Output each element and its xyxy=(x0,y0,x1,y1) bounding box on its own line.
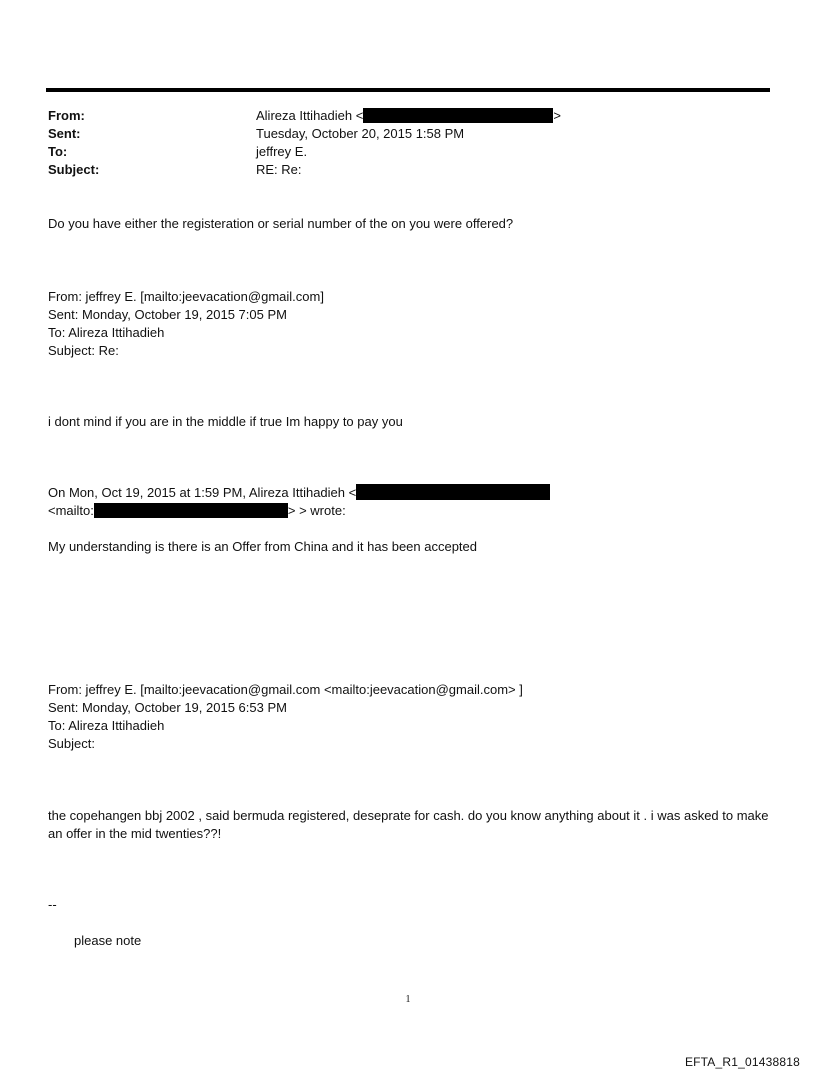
subject-label: Subject: xyxy=(48,162,100,177)
signature-note: please note xyxy=(74,933,142,948)
reply-text: Do you have either the registeration or serial number of the on you were offered? xyxy=(48,216,514,231)
quote1-text: i dont mind if you are in the middle if true Im happy to pay you xyxy=(48,414,403,429)
quote3-to: To: Alireza Ittihadieh xyxy=(48,718,165,733)
from-label: From: xyxy=(48,108,85,123)
header-rule xyxy=(46,88,770,92)
sent-label: Sent: xyxy=(48,126,81,141)
quote1-to: To: Alireza Ittihadieh xyxy=(48,325,165,340)
signature-separator: -- xyxy=(48,897,57,912)
quote3-subject: Subject: xyxy=(48,736,95,751)
quote3-from: From: jeffrey E. [mailto:jeevacation@gmail.com <mailto:jeevacation@gmail.com> ] xyxy=(48,682,523,697)
quote2-mailto-suffix: > > wrote: xyxy=(287,503,346,518)
from-name: Alireza Ittihadieh < xyxy=(256,108,364,123)
to-value: jeffrey E. xyxy=(256,144,308,159)
redaction-block xyxy=(94,503,288,518)
quote2-on-prefix: On Mon, Oct 19, 2015 at 1:59 PM, Alireza Ittihadieh < xyxy=(48,485,357,500)
page-number: 1 xyxy=(405,994,411,1005)
bates-number: EFTA_R1_01438818 xyxy=(684,1055,800,1069)
quote3-sent: Sent: Monday, October 19, 2015 6:53 PM xyxy=(48,700,287,715)
quote1-from: From: jeffrey E. [mailto:jeevacation@gmail.com] xyxy=(48,289,324,304)
quote2-mailto-prefix: <mailto: xyxy=(48,503,94,518)
quote3-text: the copehangen bbj 2002 , said bermuda registered, deseprate for cash. do you know anything about it . i was asked to make an offer in the mid twenties??! xyxy=(48,808,769,841)
quote2-on-line xyxy=(48,484,550,502)
subject-value: RE: Re: xyxy=(256,162,302,177)
from-value xyxy=(256,107,561,125)
quote1-sent: Sent: Monday, October 19, 2015 7:05 PM xyxy=(48,307,287,322)
from-close: > xyxy=(553,108,561,123)
redaction-block xyxy=(356,484,550,500)
quote2-mailto-line xyxy=(48,502,346,520)
quote1-subject: Subject: Re: xyxy=(48,343,119,358)
sent-value: Tuesday, October 20, 2015 1:58 PM xyxy=(256,126,465,141)
quote2-text: My understanding is there is an Offer from China and it has been accepted xyxy=(48,539,478,554)
redaction-block xyxy=(363,108,553,123)
to-label: To: xyxy=(48,144,68,159)
